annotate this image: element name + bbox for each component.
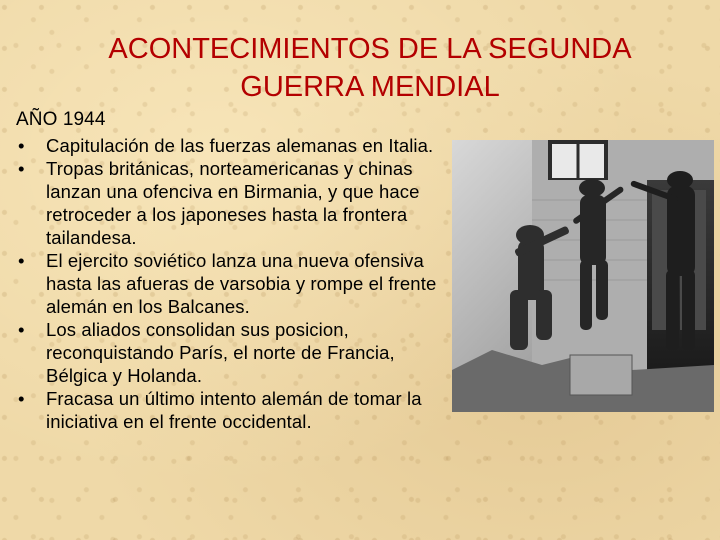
- title-line-2: GUERRA MENDIAL: [240, 71, 500, 103]
- bullet-marker: •: [18, 388, 25, 409]
- list-item: [16, 249, 460, 318]
- bullet-marker: •: [18, 319, 25, 340]
- content-block: [16, 108, 460, 433]
- list-item: [16, 134, 460, 157]
- list-item: [16, 157, 460, 249]
- list-item-text: El ejercito soviético lanza una nueva ofensiva hasta las afueras de varsobia y rompe el frente alemán en los Balcanes.: [46, 250, 437, 317]
- list-item: [16, 387, 460, 433]
- bullet-marker: •: [18, 158, 25, 179]
- list-item-text: Fracasa un último intento alemán de tomar la iniciativa en el frente occidental.: [46, 388, 422, 432]
- slide-title: [40, 30, 700, 106]
- list-item-text: Capitulación de las fuerzas alemanas en Italia.: [46, 135, 434, 156]
- bullet-marker: •: [18, 250, 25, 271]
- year-heading: AÑO 1944: [16, 109, 106, 130]
- events-list: [16, 134, 460, 433]
- bullet-marker: •: [18, 135, 25, 156]
- soldiers-photo-illustration: [452, 140, 714, 412]
- list-item-text: Tropas británicas, norteamericanas y chinas lanzan una ofenciva en Birmania, y que hace retroceder a los japoneses hasta la frontera tailandesa.: [46, 158, 420, 248]
- list-item-text: Los aliados consolidan sus posicion, reconquistando París, el norte de Francia, Bélgica y Holanda.: [46, 319, 395, 386]
- war-photo: [452, 140, 714, 412]
- title-line-1: ACONTECIMIENTOS DE LA SEGUNDA: [108, 33, 632, 65]
- list-item: [16, 318, 460, 387]
